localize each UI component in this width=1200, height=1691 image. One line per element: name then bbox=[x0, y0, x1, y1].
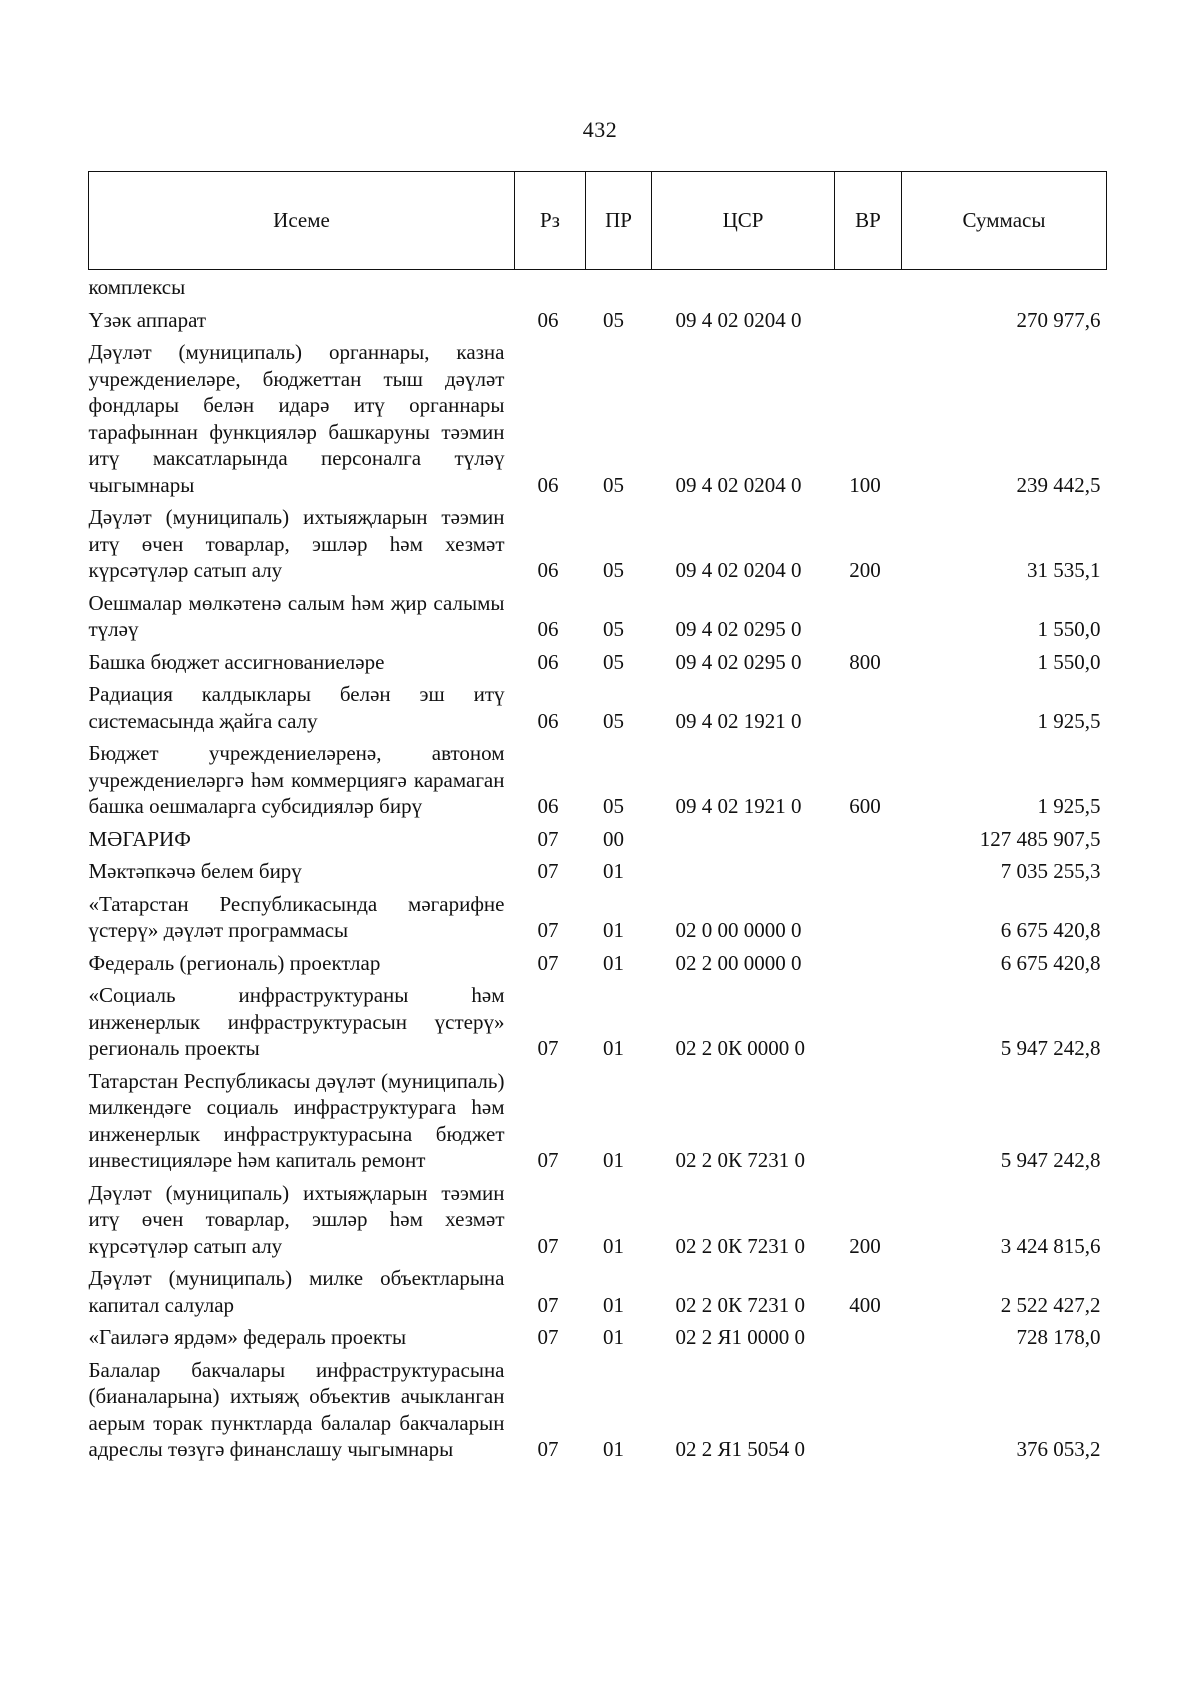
cell-csr: 02 2 00 0000 0 bbox=[675, 950, 802, 975]
table-row bbox=[89, 679, 1107, 738]
cell-name: Дәүләт (муниципаль) ихтыяҗларын тәэмин итү өчен товарлар, эшләр һәм хезмәт күрсәтүләр сатып алу bbox=[88, 1180, 505, 1258]
cell-rz: 07 bbox=[537, 1148, 559, 1172]
cell-sum: 3 424 815,6 bbox=[1000, 1233, 1101, 1258]
cell-sum: 376 053,2 bbox=[1016, 1437, 1101, 1461]
cell-sum: 2 522 427,2 bbox=[1000, 1292, 1101, 1317]
cell-csr bbox=[652, 856, 835, 889]
cell-sum: 1 550,0 bbox=[1037, 617, 1101, 641]
cell-vr bbox=[835, 588, 902, 647]
cell-pr: 05 bbox=[603, 472, 624, 497]
cell-pr: 01 bbox=[603, 1148, 624, 1172]
cell-vr: 200 bbox=[849, 558, 881, 582]
cell-pr: 05 bbox=[603, 794, 624, 818]
cell-vr: 600 bbox=[849, 794, 881, 818]
cell-name: Федераль (региональ) проектлар bbox=[88, 950, 381, 975]
cell-csr: 02 2 0К 7231 0 bbox=[675, 1233, 806, 1258]
cell-name: Дәүләт (муниципаль) ихтыяҗларын тәэмин итү өчен товарлар, эшләр һәм хезмәт күрсәтүләр сатып алу bbox=[88, 505, 505, 582]
cell-sum: 239 442,5 bbox=[1016, 472, 1101, 497]
cell-rz: 06 bbox=[537, 307, 559, 332]
cell-rz: 07 bbox=[537, 918, 559, 942]
cell-pr: 01 bbox=[603, 859, 624, 883]
cell-vr bbox=[835, 856, 902, 889]
cell-vr bbox=[835, 1355, 902, 1467]
cell-pr: 01 bbox=[603, 1437, 624, 1461]
cell-name: Татарстан Республикасы дәүләт (муниципаль) милкендәге социаль инфраструктурага һәм инженерлык инфраструктурасына бюджет инвестицияләре һәм капиталь ремонт bbox=[88, 1068, 505, 1172]
cell-vr bbox=[835, 305, 902, 338]
cell-rz: 06 bbox=[537, 708, 559, 733]
cell-name: Бюджет учреждениеләренә, автоном учреждениеләргә һәм коммерциягә карамаган башка оешмаларга субсидияләр бирү bbox=[88, 741, 505, 818]
cell-vr: 400 bbox=[849, 1292, 881, 1317]
cell-name: комплексы bbox=[88, 275, 186, 299]
cell-vr bbox=[835, 1322, 902, 1355]
cell-csr: 02 2 0К 0000 0 bbox=[675, 1036, 806, 1060]
cell-csr: 09 4 02 0204 0 bbox=[675, 472, 802, 497]
header-rz: Рз bbox=[515, 172, 586, 270]
cell-rz: 07 bbox=[537, 1292, 559, 1317]
cell-name: «Социаль инфраструктураны һәм инженерлык инфраструктурасын үстерү» региональ проекты bbox=[88, 983, 505, 1060]
cell-sum: 1 550,0 bbox=[1037, 649, 1101, 674]
header-sum: Суммасы bbox=[902, 172, 1107, 270]
cell-name: Оешмалар мөлкәтенә салым һәм җир салымы түләү bbox=[88, 590, 505, 641]
cell-name: Балалар бакчалары инфраструктурасына (бианаларына) ихтыяҗ объектив ачыкланган аерым торак пунктларда балалар бакчаларын адреслы төзүгә финанслашу чыгымнары bbox=[88, 1357, 505, 1461]
table-row bbox=[89, 738, 1107, 824]
cell-pr: 05 bbox=[603, 617, 624, 641]
table-row bbox=[89, 1322, 1107, 1355]
cell-pr: 05 bbox=[603, 649, 624, 674]
cell-sum: 6 675 420,8 bbox=[1000, 918, 1101, 942]
table-row bbox=[89, 889, 1107, 948]
table-header-row bbox=[89, 172, 1107, 270]
table-row bbox=[89, 502, 1107, 588]
cell-csr: 02 2 Я1 5054 0 bbox=[675, 1437, 806, 1461]
cell-vr bbox=[835, 948, 902, 981]
cell-sum: 5 947 242,8 bbox=[1000, 1148, 1101, 1172]
header-vr: ВР bbox=[835, 172, 902, 270]
cell-name: «Татарстан Республикасында мәгарифне үстерү» дәүләт программасы bbox=[88, 891, 505, 942]
table-row bbox=[89, 1178, 1107, 1264]
cell-csr: 02 2 0К 7231 0 bbox=[675, 1148, 806, 1172]
cell-pr: 05 bbox=[603, 558, 624, 582]
table-body bbox=[89, 270, 1107, 1467]
table-row bbox=[89, 980, 1107, 1066]
cell-csr: 09 4 02 1921 0 bbox=[675, 708, 802, 733]
cell-sum bbox=[902, 270, 1107, 305]
cell-vr bbox=[835, 980, 902, 1066]
table-row bbox=[89, 856, 1107, 889]
table-row bbox=[89, 1066, 1107, 1178]
cell-csr: 09 4 02 0295 0 bbox=[675, 649, 802, 674]
cell-sum: 270 977,6 bbox=[1016, 307, 1101, 332]
cell-name: Башка бюджет ассигнованиеләре bbox=[88, 649, 385, 674]
cell-rz bbox=[515, 270, 586, 305]
table-row bbox=[89, 337, 1107, 502]
cell-name: «Гаиләгә ярдәм» федераль проекты bbox=[88, 1325, 407, 1349]
cell-sum: 127 485 907,5 bbox=[979, 826, 1101, 851]
cell-rz: 07 bbox=[537, 1325, 559, 1349]
cell-pr bbox=[586, 270, 652, 305]
cell-csr: 02 2 0К 7231 0 bbox=[675, 1292, 806, 1317]
cell-sum: 31 535,1 bbox=[1027, 558, 1101, 582]
table-row bbox=[89, 647, 1107, 680]
cell-vr bbox=[835, 679, 902, 738]
cell-pr: 01 bbox=[603, 918, 624, 942]
header-name: Исеме bbox=[89, 172, 515, 270]
cell-sum: 1 925,5 bbox=[1037, 794, 1101, 818]
table-row bbox=[89, 588, 1107, 647]
table-row bbox=[89, 270, 1107, 305]
table-row bbox=[89, 1263, 1107, 1322]
cell-sum: 728 178,0 bbox=[1016, 1325, 1101, 1349]
cell-name: Дәүләт (муниципаль) милке объектларына капитал салулар bbox=[88, 1266, 505, 1317]
cell-name: Дәүләт (муниципаль) органнары, казна учреждениеләре, бюджеттан тыш дәүләт фондлары белән идарә итү органнары тарафыннан функцияләр башкаруны тәэмин итү максатларында персоналга түләү чыгымнары bbox=[88, 340, 505, 497]
cell-pr: 01 bbox=[603, 1325, 624, 1349]
cell-csr: 02 2 Я1 0000 0 bbox=[675, 1325, 806, 1349]
cell-pr: 01 bbox=[603, 950, 624, 975]
table-row bbox=[89, 1355, 1107, 1467]
cell-vr bbox=[835, 889, 902, 948]
cell-name: МӘГАРИФ bbox=[88, 826, 191, 851]
table-row bbox=[89, 824, 1107, 857]
cell-rz: 06 bbox=[537, 649, 559, 674]
cell-rz: 06 bbox=[537, 558, 559, 582]
header-pr: ПР bbox=[586, 172, 652, 270]
cell-pr: 05 bbox=[603, 307, 624, 332]
cell-csr: 09 4 02 0204 0 bbox=[675, 307, 802, 332]
page-number: 432 bbox=[582, 117, 618, 142]
cell-rz: 06 bbox=[537, 472, 559, 497]
cell-sum: 1 925,5 bbox=[1037, 708, 1101, 733]
cell-rz: 07 bbox=[537, 859, 559, 883]
table-row bbox=[89, 305, 1107, 338]
cell-csr: 09 4 02 0204 0 bbox=[675, 558, 802, 582]
cell-pr: 00 bbox=[603, 826, 624, 851]
budget-table bbox=[88, 171, 1107, 1467]
cell-vr: 200 bbox=[849, 1233, 881, 1258]
cell-rz: 07 bbox=[537, 826, 559, 851]
header-csr: ЦСР bbox=[652, 172, 835, 270]
cell-name: Үзәк аппарат bbox=[88, 307, 207, 332]
cell-sum: 6 675 420,8 bbox=[1000, 950, 1101, 975]
cell-csr: 02 0 00 0000 0 bbox=[675, 918, 802, 942]
table-row bbox=[89, 948, 1107, 981]
cell-pr: 01 bbox=[603, 1233, 624, 1258]
cell-csr bbox=[652, 824, 835, 857]
cell-rz: 06 bbox=[537, 617, 559, 641]
cell-vr bbox=[835, 824, 902, 857]
cell-rz: 07 bbox=[537, 1233, 559, 1258]
cell-pr: 01 bbox=[603, 1036, 624, 1060]
cell-vr: 100 bbox=[849, 472, 881, 497]
cell-pr: 01 bbox=[603, 1292, 624, 1317]
cell-rz: 06 bbox=[537, 794, 559, 818]
cell-csr: 09 4 02 0295 0 bbox=[675, 617, 802, 641]
cell-csr: 09 4 02 1921 0 bbox=[675, 794, 802, 818]
cell-pr: 05 bbox=[603, 708, 624, 733]
cell-rz: 07 bbox=[537, 1437, 559, 1461]
cell-vr: 800 bbox=[849, 649, 881, 674]
cell-vr bbox=[835, 270, 902, 305]
cell-name: Радиация калдыклары белән эш итү системасында җайга салу bbox=[88, 682, 505, 733]
cell-rz: 07 bbox=[537, 1036, 559, 1060]
cell-name: Мәктәпкәчә белем бирү bbox=[88, 859, 302, 883]
cell-sum: 5 947 242,8 bbox=[1000, 1036, 1101, 1060]
cell-sum: 7 035 255,3 bbox=[1000, 859, 1101, 883]
cell-rz: 07 bbox=[537, 950, 559, 975]
cell-vr bbox=[835, 1066, 902, 1178]
cell-csr bbox=[652, 270, 835, 305]
